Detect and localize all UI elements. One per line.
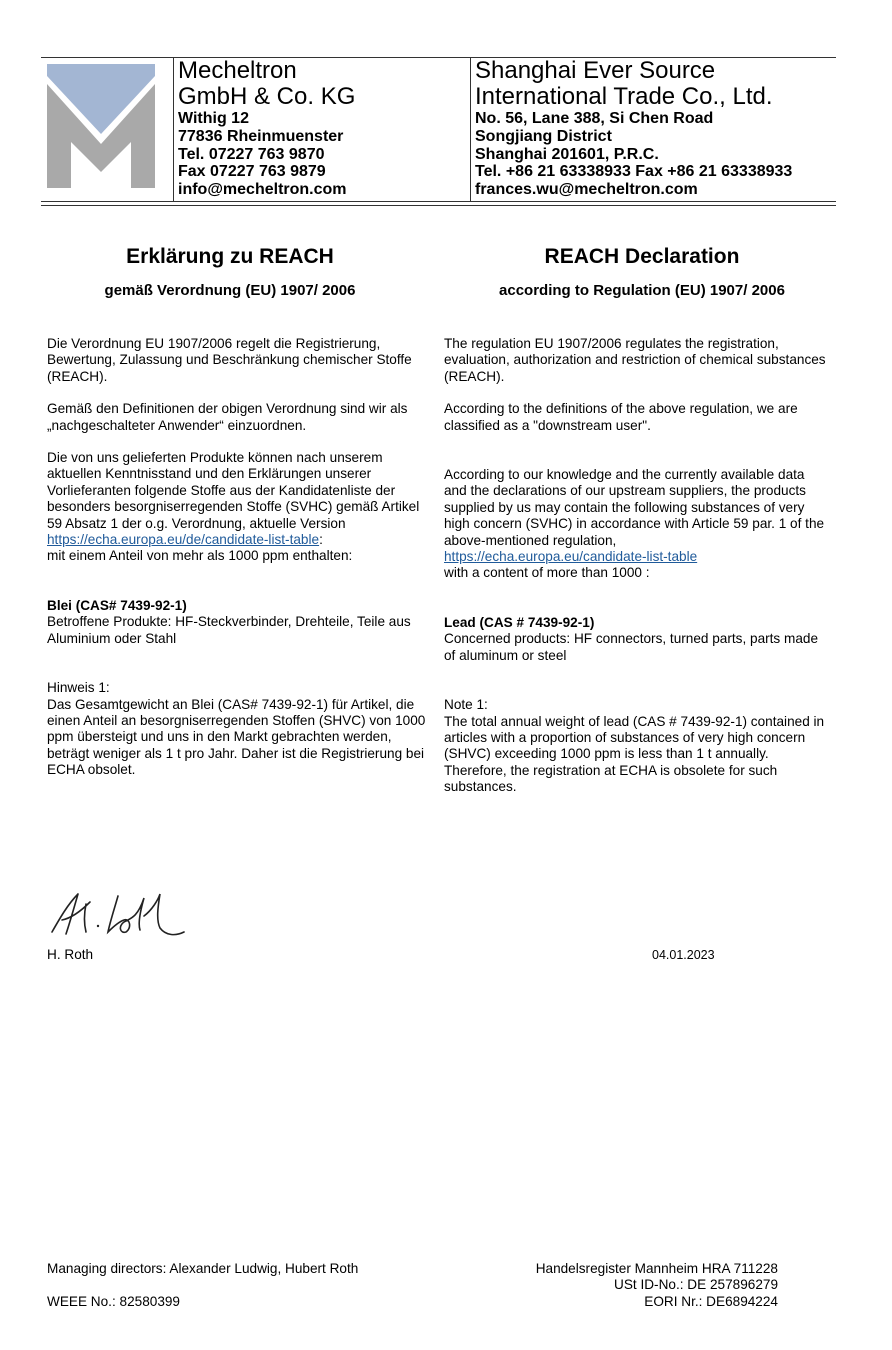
company-logo [47, 64, 155, 188]
english-note: The total annual weight of lead (CAS # 7439-92-1) contained in articles with a proportion of substances of very high concern (SHVC) exceeding 1000 ppm is less than 1 t annually. Therefore, the registration at ECHA is obsolete for such substances. [444, 713, 825, 795]
footer-vat: USt ID-No.: DE 257896279 [614, 1277, 778, 1292]
german-echa-link[interactable]: https://echa.europa.eu/de/candidate-list-table [47, 532, 320, 548]
german-link-suffix: : [319, 532, 323, 548]
partner-telfax: Tel. +86 21 63338933 Fax +86 21 63338933 [475, 163, 793, 181]
partner-name-line2: International Trade Co., Ltd. [475, 83, 773, 110]
english-title: REACH Declaration [544, 245, 740, 268]
english-echa-link[interactable]: https://echa.europa.eu/candidate-list-table [444, 549, 698, 565]
header-divider-left [173, 57, 174, 202]
english-para-svhc-text: According to our knowledge and the currently available data and the declarations of our upstream suppliers, the products supplied by us may contain the following substances of very high concern (SVHC) in accordance with Article 59 par. 1 of the above-mentioned regulation, [444, 467, 825, 548]
footer-directors: Managing directors: Alexander Ludwig, Hubert Roth [47, 1261, 359, 1276]
footer-weee: WEEE No.: 82580399 [47, 1294, 180, 1309]
header-left-block [178, 58, 355, 199]
company-name-line1: Mecheltron [178, 57, 297, 84]
german-products: Betroffene Produkte: HF-Steckverbinder, Drehteile, Teile aus Aluminium oder Stahl [47, 614, 411, 646]
english-para-regulation: The regulation EU 1907/2006 regulates the registration, evaluation, authorization and restriction of chemical substances (REACH). [444, 336, 826, 384]
german-note-label: Hinweis 1: [47, 680, 110, 696]
english-products: Concerned products: HF connectors, turned parts, parts made of aluminum or steel [444, 631, 819, 663]
german-para-downstream: Gemäß den Definitionen der obigen Verordnung sind wir als „nachgeschalteter Anwender“ einzuordnen. [47, 401, 408, 433]
german-note: Das Gesamtgewicht an Blei (CAS# 7439-92-1) für Artikel, die einen Anteil an besorgniserregenden Stoffen (SHVC) von 1000 ppm übersteigt und uns in den Markt gebrachten werden, beträgt weniger als 1 t pro Jahr. Daher ist die Registrierung bei ECHA obsolet. [47, 696, 426, 778]
german-para-svhc [47, 450, 429, 565]
english-para-svhc [444, 467, 829, 582]
phone: Tel. 07227 763 9870 [178, 145, 325, 163]
english-para-svhc-end: with a content of more than 1000 : [444, 565, 650, 581]
header-divider-right [470, 57, 471, 202]
header-right-block [475, 58, 792, 199]
partner-district: Songjiang District [475, 127, 612, 145]
english-subtitle: according to Regulation (EU) 1907/ 2006 [499, 282, 785, 299]
footer-register: Handelsregister Mannheim HRA 711228 [535, 1261, 778, 1276]
address-street: Withig 12 [178, 110, 249, 127]
signatory-name: H. Roth [47, 947, 94, 962]
address-city: 77836 Rheinmuenster [178, 127, 344, 145]
header-bottom-rule-2 [41, 205, 836, 206]
english-para-downstream: According to the definitions of the above regulation, we are classified as a "downstream user". [444, 401, 798, 433]
handwritten-signature [48, 888, 188, 944]
company-name-line2: GmbH & Co. KG [178, 83, 356, 110]
german-substance: Blei (CAS# 7439-92-1) [47, 597, 187, 613]
footer-eori: EORI Nr.: DE6894224 [644, 1294, 778, 1309]
fax: Fax 07227 763 9879 [178, 163, 326, 181]
partner-city: Shanghai 201601, P.R.C. [475, 145, 659, 163]
signature-date: 04.01.2023 [652, 948, 715, 962]
partner-email: frances.wu@mecheltron.com [475, 181, 698, 199]
english-column [444, 336, 829, 796]
german-column [47, 336, 429, 779]
header-bottom-rule [41, 201, 836, 202]
partner-name-line1: Shanghai Ever Source [475, 57, 716, 84]
german-para-regulation: Die Verordnung EU 1907/2006 regelt die Registrierung, Bewertung, Zulassung und Beschränkung chemischer Stoffe (REACH). [47, 336, 412, 384]
german-title: Erklärung zu REACH [126, 245, 334, 268]
email: info@mecheltron.com [178, 181, 347, 199]
english-substance: Lead (CAS # 7439-92-1) [444, 614, 595, 630]
partner-street: No. 56, Lane 388, Si Chen Road [475, 110, 714, 127]
english-note-label: Note 1: [444, 697, 488, 713]
german-para-svhc-end: mit einem Anteil von mehr als 1000 ppm enthalten: [47, 548, 353, 564]
german-para-svhc-text: Die von uns gelieferten Produkte können nach unserem aktuellen Kenntnisstand und den Erklärungen unserer Vorlieferanten folgende Stoffe aus der Kandidatenliste der besonders besorgniserregenden Stoffe (SVHC) gemäß Artikel 59 Absatz 1 der o.g. Verordnung, aktuelle Version [47, 450, 420, 531]
german-subtitle: gemäß Verordnung (EU) 1907/ 2006 [104, 282, 356, 299]
